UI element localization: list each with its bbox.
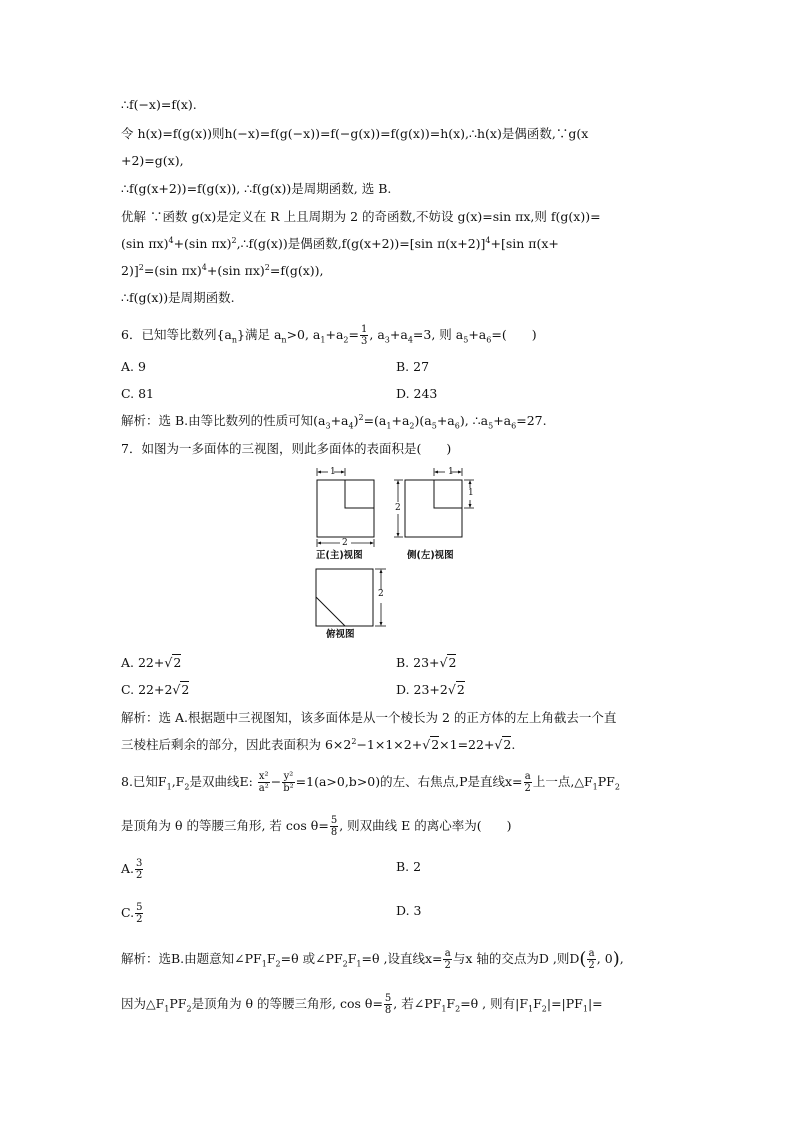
fraction: $\frac{5}{8}$: [384, 993, 392, 1016]
solution-7: 解析：选 A.根据题中三视图知，该多面体是从一个棱长为 2 的正方体的左上角截去一个直: [121, 710, 617, 725]
solution-8: 解析：选B.由题意知$\angle PF_1F_2=\theta$ 或$\angle PF_2F_1=\theta$ ,设直线x= $\frac{a}{2}$ 与x 轴的交点为D ,则D( $\frac{a}{2}$ , 0),: [121, 948, 624, 971]
option-c: C. 81: [121, 386, 154, 401]
option-b: B. 23+√2: [396, 655, 457, 670]
dim-label: 2: [395, 503, 401, 513]
option-a: A. $\frac{3}{2}$: [121, 858, 143, 881]
fraction: $\frac{\text{y²}}{\text{b²}}$: [283, 771, 294, 794]
question-6: 6．已知等比数列$\{a_n\}$满足 $a_n>0$, $a_1+a_2=$ $\frac{1}{3}$ , $a_3+a_4=3$, 则 $a_5+a_6=$( ): [121, 324, 537, 347]
top-view-label: 俯视图: [326, 629, 355, 640]
option-d: D. 23+2√2: [396, 682, 465, 697]
option-b: B. 27: [396, 359, 430, 374]
text-line: ∴f(g(x+2))=f(g(x)), ∴f(g(x))是周期函数, 选 B.: [121, 181, 392, 196]
text-line: 优解 ∵函数 g(x)是定义在 R 上且周期为 2 的奇函数,不妨设 g(x)=sin πx,则 f(g(x))=: [121, 209, 601, 224]
question-7: 7．如图为一多面体的三视图，则此多面体的表面积是( ): [121, 441, 452, 456]
option-c: C. 22+2√2: [121, 682, 190, 697]
fraction: $\frac{a}{2}$: [444, 948, 451, 971]
question-8: 是顶角为 θ 的等腰三角形, 若 cos θ= $\frac{5}{8}$ , 则双曲线 E 的离心率为( ): [121, 815, 512, 838]
dim-label: 1: [448, 467, 454, 477]
option-a: A. 22+√2: [121, 655, 182, 670]
text-line: 令 h(x)=f(g(x))则h(−x)=f(g(−x))=f(−g(x))=f(g(x))=h(x),∴h(x)是偶函数,∵g(x: [121, 126, 589, 141]
fraction: $\frac{1}{3}$: [361, 324, 368, 347]
fraction: $\frac{a}{2}$: [588, 948, 595, 971]
text-line: 2)]$^2$=(sin πx)$^4$+(sin πx)$^2$=f(g(x)),: [121, 262, 324, 278]
dim-label: 2: [378, 589, 384, 599]
option-c: C. $\frac{5}{2}$: [121, 902, 143, 925]
solution-8: 因为$\triangle F_1PF_2$是顶角为 θ 的等腰三角形, cos θ= $\frac{5}{8}$ , 若$\angle PF_1F_2=\theta$ , 则有$|F_1F_2|=|PF_1|=$: [121, 993, 603, 1016]
dim-label: 1: [468, 488, 474, 498]
option-d: D. 243: [396, 386, 438, 401]
side-view-label: 侧(左)视图: [407, 550, 454, 561]
dim-label: 1: [330, 467, 336, 477]
option-b: B. 2: [396, 859, 422, 874]
solution-6: 解析：选 B.由等比数列的性质可知$(a_3+a_4)^2=(a_1+a_2)(a_5+a_6)$, $\therefore a_5+a_6=27$.: [121, 412, 547, 431]
fraction: $\frac{3}{2}$: [136, 858, 143, 881]
front-view-figure: [308, 466, 388, 556]
solution-7: 三棱柱后剩余的部分，因此表面积为 $6\times 2^2-1\times 1\times 2+√2\times 1=22+√2$.: [121, 736, 516, 752]
text-line: ∴f(g(x))是周期函数.: [121, 290, 235, 305]
text-line: +2)=g(x),: [121, 153, 184, 168]
side-view-figure: [392, 466, 482, 546]
dim-label: 2: [342, 538, 348, 548]
fraction: $\frac{a}{2}$: [524, 771, 531, 794]
option-a: A. 9: [121, 359, 146, 374]
text-line: ∴f(−x)=f(x).: [121, 97, 197, 112]
fraction: $\frac{\text{x²}}{\text{a²}}$: [258, 771, 269, 794]
option-d: D. 3: [396, 903, 422, 918]
fraction: $\frac{5}{2}$: [136, 902, 143, 925]
front-view-label: 正(主)视图: [316, 550, 363, 561]
question-8: 8.已知$F_1,F_2$是双曲线E: $\frac{\text{x²}}{\text{a²}}$ − $\frac{\text{y²}}{\text{b²}}$ =1(a>0,b>0)的左、右焦点,P是直线x= $\frac{a}{2}$ 上一点$,\triangle F_1PF_2$: [121, 771, 620, 794]
text-line: (sin πx)$^4$+(sin πx)$^2$,∴f(g(x))是偶函数,f(g(x+2))=[sin π(x+2)]$^4$+[sin π(x+: [121, 235, 559, 251]
fraction: $\frac{5}{8}$: [330, 815, 338, 838]
